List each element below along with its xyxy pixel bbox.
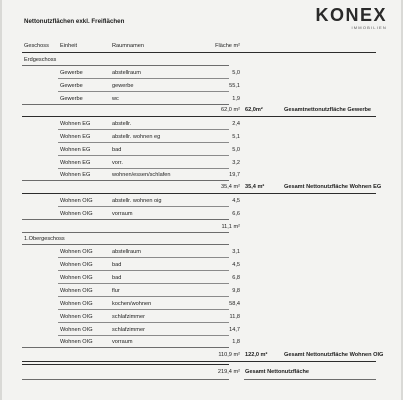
row-rule: [58, 296, 229, 297]
konex-logo: [315, 6, 387, 30]
unit-cell: Wohnen EG: [60, 134, 91, 140]
area-cell: 6,8: [232, 275, 240, 281]
unit-cell: Wohnen EG: [60, 172, 91, 178]
unit-cell: Gewerbe: [60, 96, 83, 102]
bottom-rule: [22, 379, 229, 380]
scan-edge-left: [0, 0, 2, 400]
unit-cell: Wohnen EG: [60, 147, 91, 153]
grand-total-value: 219,4 m²: [217, 369, 240, 375]
bottom-rule-right: [244, 379, 376, 380]
grand-total-label: Gesamt Nettonutzfläche: [245, 369, 310, 375]
area-cell: 11,8: [229, 314, 240, 320]
room-cell: schlafzimmer: [112, 314, 145, 320]
room-cell: kochen/wohnen: [112, 301, 152, 307]
grand-total-row: [24, 366, 376, 378]
group-rule: [22, 116, 376, 117]
room-cell: schlafzimmer: [112, 327, 145, 333]
group-total-label: Gesamt Nettonutzfläche Wohnen OIG: [284, 352, 384, 358]
group-rule: [22, 347, 229, 348]
header-einheit: Einheit: [60, 43, 78, 49]
room-cell: bad: [112, 147, 122, 153]
unit-cell: Gewerbe: [60, 70, 83, 76]
row-rule: [58, 257, 229, 258]
group-total-label: Gesamt Nettonutzfläche Wohnen EG: [284, 184, 382, 190]
room-cell: abstellraum: [112, 70, 141, 76]
room-cell: abstellr. wohnen eg: [112, 134, 161, 140]
row-rule: [58, 283, 229, 284]
unit-cell: Wohnen OIG: [60, 288, 93, 294]
subtotal-cell: 35,4 m²: [221, 184, 240, 190]
area-cell: 1,8: [232, 339, 240, 345]
floor-label: Erdgeschoss: [24, 57, 57, 63]
unit-cell: Wohnen EG: [60, 160, 91, 166]
room-cell: abstellr. wohnen oig: [112, 198, 162, 204]
area-cell: 5,0: [232, 147, 240, 153]
area-cell: 4,5: [232, 262, 240, 268]
area-cell: 14,7: [229, 327, 240, 333]
unit-cell: Wohnen OIG: [60, 211, 93, 217]
group-total: 35,4 m²: [245, 184, 265, 190]
area-cell: 3,1: [232, 249, 240, 255]
subtotal-row: [24, 181, 382, 193]
room-cell: vorr.: [112, 160, 123, 166]
header-raumnamen: Raumnamen: [112, 43, 145, 49]
row-rule: [58, 206, 229, 207]
area-cell: 2,4: [232, 121, 240, 127]
unit-cell: Wohnen OIG: [60, 275, 93, 281]
room-cell: gewerbe: [112, 83, 134, 89]
room-cell: bad: [112, 262, 122, 268]
floor-rule: [22, 244, 229, 245]
area-cell: 5,1: [232, 134, 240, 140]
area-cell: 9,8: [232, 288, 240, 294]
header-geschoss: Geschoss: [24, 43, 49, 49]
row-rule: [58, 309, 229, 310]
room-cell: flur: [112, 288, 120, 294]
area-cell: 58,4: [229, 301, 240, 307]
group-rule: [22, 219, 229, 220]
group-total: 122,0 m²: [245, 352, 268, 358]
subtotal-row: [24, 104, 376, 116]
area-cell: 5,0: [232, 70, 240, 76]
area-cell: 4,5: [232, 198, 240, 204]
row-rule: [58, 91, 229, 92]
row-rule: [58, 155, 229, 156]
subtotal-row: [24, 349, 384, 361]
area-cell: 3,2: [232, 160, 240, 166]
row-rule: [58, 270, 229, 271]
header-rule: [22, 52, 376, 53]
unit-cell: Wohnen OIG: [60, 314, 93, 320]
room-cell: vorraum: [112, 211, 133, 217]
subtotal-cell: 110,9 m²: [218, 352, 240, 358]
room-cell: wc: [112, 96, 119, 102]
header-flaeche: Fläche m²: [215, 43, 240, 49]
room-cell: abstellr.: [112, 121, 132, 127]
unit-cell: Wohnen OIG: [60, 249, 93, 255]
group-rule: [22, 361, 376, 362]
row-rule: [58, 322, 229, 323]
row-rule: [58, 129, 229, 130]
unit-cell: Gewerbe: [60, 83, 83, 89]
room-cell: bad: [112, 275, 122, 281]
unit-cell: Wohnen OIG: [60, 262, 93, 268]
double-rule: [22, 364, 229, 365]
unit-cell: Wohnen OIG: [60, 198, 93, 204]
row-rule: [58, 142, 229, 143]
area-cell: 19,7: [229, 172, 240, 178]
unit-cell: Wohnen OIG: [60, 339, 93, 345]
unit-cell: Wohnen EG: [60, 121, 91, 127]
floor-label: 1.Obergeschoss: [24, 236, 65, 242]
area-cell: 55,1: [229, 83, 240, 89]
subtotal-cell: 11,1 m²: [221, 224, 240, 230]
room-cell: vorraum: [112, 339, 133, 345]
area-cell: 6,6: [232, 211, 240, 217]
group-total-label: Gesamtnettonutzfläche Gewerbe: [284, 107, 372, 113]
logo-wordmark: KONEX: [315, 5, 387, 25]
row-rule: [58, 78, 229, 79]
subtotal-cell: 62,0 m²: [221, 107, 240, 113]
area-cell: 1,9: [232, 96, 240, 102]
group-total: 62,0m²: [245, 107, 263, 113]
floor-rule: [22, 65, 229, 66]
unit-cell: Wohnen OIG: [60, 301, 93, 307]
document-title: Nettonutzflächen exkl. Freiflächen: [24, 18, 125, 25]
logo-subtitle: IMMOBILIEN: [351, 25, 387, 30]
unit-cell: Wohnen OIG: [60, 327, 93, 333]
group-rule: [22, 193, 376, 194]
room-cell: abstellraum: [112, 249, 141, 255]
room-cell: wohnen/essen/schlafen: [112, 172, 171, 178]
